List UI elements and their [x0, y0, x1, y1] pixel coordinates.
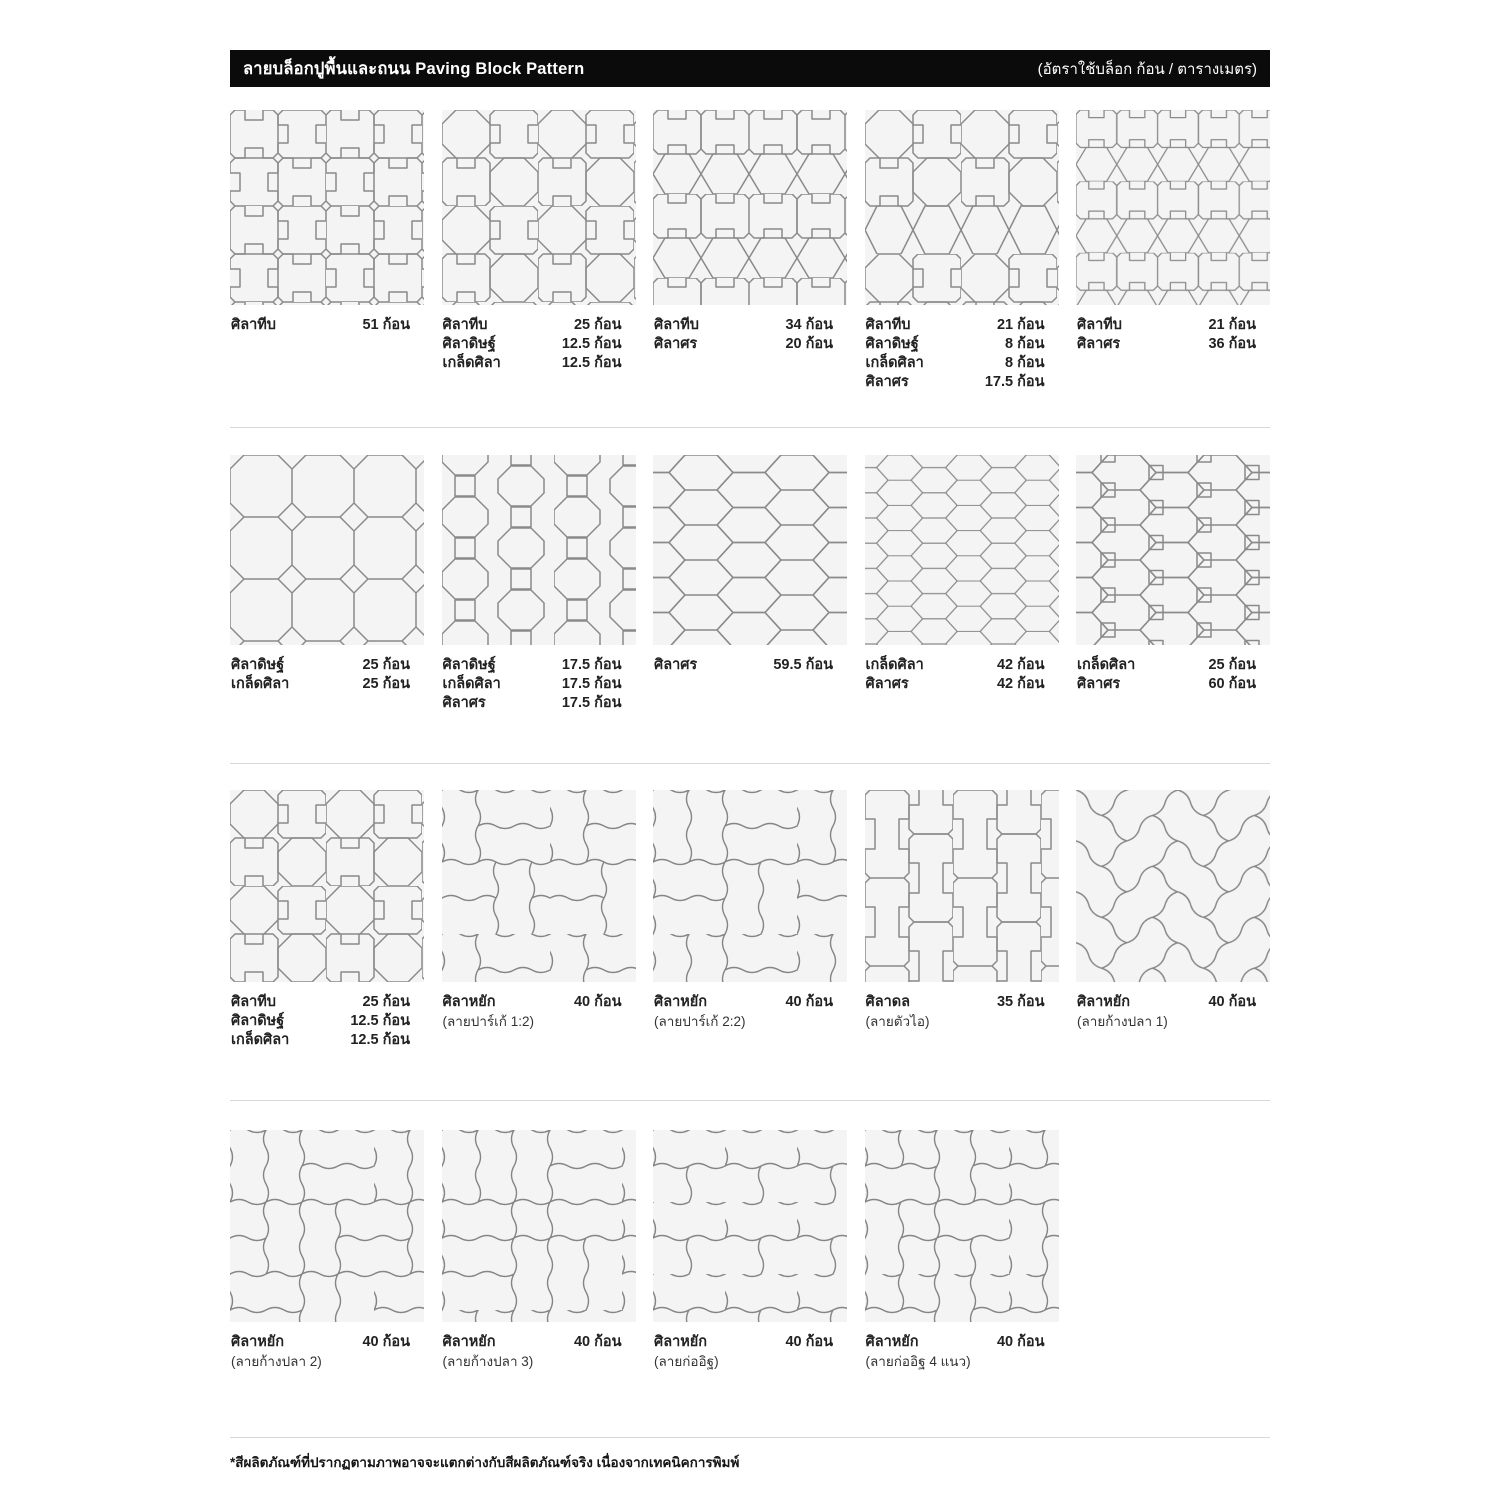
usage-count: 60 ก้อน [1208, 676, 1256, 692]
product-name: ศิลาศร [654, 657, 698, 673]
swatch-wavy-running-bond [653, 1130, 847, 1322]
product-name: เกล็ดศิลา [442, 355, 501, 371]
product-name: ศิลาทีบ [231, 317, 276, 333]
pattern-label [653, 645, 847, 763]
footer-note: *สีผลิตภัณฑ์ที่ปรากฏตามภาพอาจจะแตกต่างกับสีผลิตภัณฑ์จริง เนื่องจากเทคนิคการพิมพ์ [230, 1455, 740, 1470]
swatch-hexagon [653, 455, 847, 645]
product-name: ศิลาดล [865, 994, 911, 1010]
usage-count: 12.5 ก้อน [561, 355, 622, 371]
product-name: ศิลาทีบ [1077, 317, 1122, 333]
usage-count: 59.5 ก้อน [773, 657, 833, 673]
product-name: ศิลาทีบ [442, 317, 488, 333]
pattern-label [865, 305, 1059, 427]
pattern-label [230, 305, 424, 427]
swatch-wavy-parquet-2-2 [653, 790, 847, 982]
pattern-label [653, 305, 847, 427]
product-name: เกล็ดศิลา [231, 1032, 290, 1048]
usage-count: 25 ก้อน [362, 994, 410, 1010]
pattern-subtitle: (ลายปาร์เก้ 1:2) [442, 1014, 534, 1029]
pattern-card [865, 1130, 1059, 1437]
product-name: ศิลาดิษฐ์ [442, 336, 496, 352]
product-name: ศิลาดิษฐ์ [442, 657, 496, 673]
product-name: เกล็ดศิลา [442, 676, 501, 692]
row-divider [230, 1100, 1270, 1101]
product-name: ศิลาศร [442, 695, 486, 711]
unit-note: (อัตราใช้บล็อก ก้อน / ตารางเมตร) [1037, 60, 1257, 78]
product-name: ศิลาหยัก [865, 1334, 919, 1350]
pattern-label [230, 1322, 424, 1437]
product-name: ศิลาทีบ [231, 994, 276, 1010]
usage-count: 17.5 ก้อน [561, 695, 622, 711]
pattern-label [865, 982, 1059, 1100]
swatch-four-block-mix [865, 110, 1059, 305]
pattern-row-1 [230, 110, 1270, 427]
usage-count: 21 ก้อน [1208, 317, 1256, 333]
pattern-card [865, 790, 1059, 1100]
product-name: ศิลาศร [1077, 336, 1121, 352]
usage-count: 40 ก้อน [1208, 994, 1256, 1010]
product-name: ศิลาดิษฐ์ [865, 336, 919, 352]
swatch-i-block-weave [230, 110, 424, 305]
pattern-label [442, 1322, 636, 1437]
pattern-label [865, 1322, 1059, 1437]
pattern-label [1076, 645, 1270, 763]
swatch-wavy-herringbone [1076, 790, 1270, 982]
pattern-label [653, 982, 847, 1100]
product-name: ศิลาหยัก [654, 994, 708, 1010]
swatch-octagon-i-mix [442, 110, 636, 305]
pattern-card [442, 790, 636, 1100]
usage-count: 17.5 ก้อน [561, 657, 622, 673]
pattern-label [442, 645, 636, 763]
pattern-subtitle: (ลายก้างปลา 1) [1077, 1014, 1168, 1029]
usage-count: 42 ก้อน [996, 676, 1045, 692]
pattern-card [1076, 455, 1270, 763]
pattern-label [1076, 982, 1270, 1100]
usage-count: 12.5 ก้อน [350, 1032, 410, 1048]
usage-count: 40 ก้อน [785, 994, 833, 1010]
product-name: ศิลาหยัก [1077, 994, 1131, 1010]
usage-count: 21 ก้อน [996, 317, 1045, 333]
usage-count: 51 ก้อน [362, 317, 410, 333]
swatch-i-block-columns [865, 790, 1059, 982]
swatch-wavy-bond-4-direction [865, 1130, 1059, 1322]
usage-count: 12.5 ก้อน [561, 336, 622, 352]
pattern-card [230, 1130, 424, 1437]
usage-count: 17.5 ก้อน [561, 676, 622, 692]
swatch-wavy-herringbone-2 [230, 1130, 424, 1322]
product-name: ศิลาหยัก [442, 994, 496, 1010]
product-name: ศิลาดิษฐ์ [231, 657, 285, 673]
product-name: เกล็ดศิลา [1077, 657, 1136, 673]
usage-count: 40 ก้อน [573, 1334, 622, 1350]
pattern-card [230, 455, 424, 763]
usage-count: 17.5 ก้อน [984, 374, 1045, 390]
pattern-card [653, 1130, 847, 1437]
usage-count: 40 ก้อน [573, 994, 622, 1010]
pattern-subtitle: (ลายก่ออิฐ 4 แนว) [865, 1354, 971, 1369]
pattern-subtitle: (ลายก่ออิฐ) [654, 1354, 719, 1369]
page-content [230, 50, 1270, 1473]
swatch-wavy-parquet-1-2 [442, 790, 636, 982]
usage-count: 34 ก้อน [785, 317, 833, 333]
product-name: ศิลาดิษฐ์ [231, 1013, 285, 1029]
swatch-i-block-hexagon [653, 110, 847, 305]
usage-count: 40 ก้อน [996, 1334, 1045, 1350]
pattern-label [442, 982, 636, 1100]
swatch-i-block-hexagon-small [1076, 110, 1270, 305]
usage-count: 25 ก้อน [1208, 657, 1256, 673]
row-divider [230, 427, 1270, 428]
pattern-card [653, 790, 847, 1100]
swatch-octagon-square [230, 455, 424, 645]
usage-count: 42 ก้อน [996, 657, 1045, 673]
product-name: ศิลาทีบ [865, 317, 911, 333]
product-name: ศิลาศร [865, 676, 909, 692]
usage-count: 8 ก้อน [1005, 355, 1045, 371]
pattern-card [230, 110, 424, 427]
pattern-label [442, 305, 636, 427]
pattern-card [442, 110, 636, 427]
usage-count: 40 ก้อน [362, 1334, 410, 1350]
pattern-row-3 [230, 790, 1270, 1100]
pattern-subtitle: (ลายก้างปลา 3) [442, 1354, 534, 1369]
product-name: ศิลาศร [654, 336, 698, 352]
product-name: ศิลาหยัก [231, 1334, 285, 1350]
pattern-subtitle: (ลายปาร์เก้ 2:2) [654, 1014, 746, 1029]
product-name: ศิลาทีบ [654, 317, 699, 333]
pattern-card [442, 1130, 636, 1437]
pattern-card [653, 110, 847, 427]
usage-count: 40 ก้อน [785, 1334, 833, 1350]
swatch-hexagon-square [1076, 455, 1270, 645]
product-name: เกล็ดศิลา [865, 355, 924, 371]
usage-count: 25 ก้อน [362, 676, 410, 692]
pattern-card [1076, 790, 1270, 1100]
usage-count: 25 ก้อน [573, 317, 622, 333]
product-name: ศิลาหยัก [442, 1334, 496, 1350]
pattern-row-4 [230, 1130, 1270, 1437]
pattern-card [1076, 110, 1270, 427]
usage-count: 36 ก้อน [1208, 336, 1256, 352]
usage-count: 25 ก้อน [362, 657, 410, 673]
pattern-card [653, 455, 847, 763]
row-divider [230, 763, 1270, 764]
swatch-wavy-herringbone-3 [442, 1130, 636, 1322]
pattern-label [230, 982, 424, 1100]
swatch-hexagon-small [865, 455, 1059, 645]
product-name: ศิลาหยัก [654, 1334, 708, 1350]
product-name: เกล็ดศิลา [865, 657, 924, 673]
pattern-label [865, 645, 1059, 763]
pattern-card [442, 455, 636, 763]
product-name: เกล็ดศิลา [231, 676, 290, 692]
product-name: ศิลาศร [865, 374, 909, 390]
usage-count: 35 ก้อน [996, 994, 1045, 1010]
header-bar [230, 50, 1270, 87]
usage-count: 20 ก้อน [785, 336, 833, 352]
pattern-subtitle: (ลายตัวไอ) [865, 1014, 930, 1029]
product-name: ศิลาศร [1077, 676, 1121, 692]
footer-divider [230, 1437, 1270, 1438]
swatch-octagon-i-mix [230, 790, 424, 982]
swatch-octagon-square-offset [442, 455, 636, 645]
pattern-label [1076, 305, 1270, 427]
pattern-card [865, 455, 1059, 763]
pattern-subtitle: (ลายก้างปลา 2) [231, 1354, 322, 1369]
pattern-row-2 [230, 455, 1270, 763]
pattern-card [230, 790, 424, 1100]
pattern-card [865, 110, 1059, 427]
pattern-label [653, 1322, 847, 1437]
page-title: ลายบล็อกปูพื้นและถนน Paving Block Pattern [243, 59, 585, 78]
usage-count: 12.5 ก้อน [350, 1013, 410, 1029]
usage-count: 8 ก้อน [1005, 336, 1045, 352]
pattern-label [230, 645, 424, 763]
